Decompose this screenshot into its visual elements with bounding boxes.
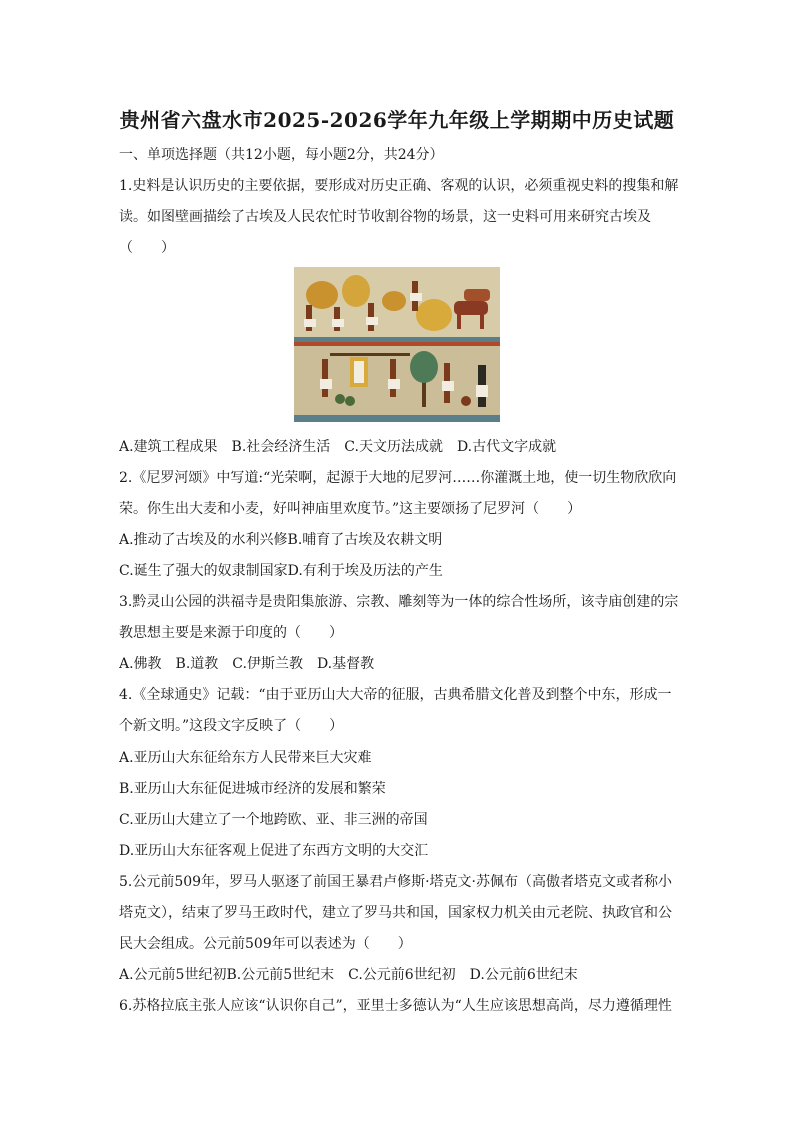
question-2-line-1: 2.《尼罗河颂》中写道:“光荣啊，起源于大地的尼罗河……你灌溉土地，使一切生物欣欣向 [119,470,677,486]
question-4-line-1: 4.《全球通史》记载：“由于亚历山大大帝的征服，古典希腊文化普及到整个中东，形成一 [119,687,672,703]
question-4-line-2: 个新文明。”这段文字反映了（ ） [119,718,344,734]
question-4-option-a: A.亚历山大东征给东方人民带来巨大灾难 [119,750,372,766]
question-5-options: A.公元前5世纪初B.公元前5世纪末 C.公元前6世纪初 D.公元前6世纪末 [119,967,578,983]
question-5-line-2: 塔克文），结束了罗马王政时代，建立了罗马共和国，国家权力机关由元老院、执政官和公 [119,905,672,921]
question-6-line-1: 6.苏格拉底主张人应该“认识你自己”，亚里士多德认为“人生应该思想高尚，尽力遵循理性 [119,998,672,1014]
question-1-options: A.建筑工程成果 B.社会经济生活 C.天文历法成就 D.古代文字成就 [119,439,557,455]
question-4-option-d: D.亚历山大东征客观上促进了东西方文明的大交汇 [119,843,429,859]
section-heading: 一、单项选择题（共12小题，每小题2分，共24分） [119,147,444,163]
question-3-options: A.佛教 B.道教 C.伊斯兰教 D.基督教 [119,656,375,672]
question-5-line-3: 民大会组成。公元前509年可以表述为（ ） [119,936,412,952]
question-3-line-2: 教思想主要是来源于印度的（ ） [119,625,343,641]
question-4-option-b: B.亚历山大东征促进城市经济的发展和繁荣 [119,781,386,797]
mural-illustration [294,267,500,422]
question-1-line-3: （ ） [119,240,175,256]
question-4-option-c: C.亚历山大建立了一个地跨欧、亚、非三洲的帝国 [119,812,428,828]
question-1-line-1: 1.史料是认识历史的主要依据，要形成对历史正确、客观的认识，必须重视史料的搜集和解 [119,178,679,194]
question-2-option-cd: C.诞生了强大的奴隶制国家D.有利于埃及历法的产生 [119,563,443,579]
egyptian-harvest-mural-image [294,267,500,422]
exam-title: 贵州省六盘水市2025-2026学年九年级上学期期中历史试题 [119,108,675,132]
question-2-option-ab: A.推动了古埃及的水利兴修B.哺育了古埃及农耕文明 [119,532,443,548]
question-5-line-1: 5.公元前509年，罗马人驱逐了前国王暴君卢修斯·塔克文·苏佩布（高傲者塔克文或者称小 [119,874,672,890]
question-3-line-1: 3.黔灵山公园的洪福寺是贵阳集旅游、宗教、雕刻等为一体的综合性场所，该寺庙创建的宗 [119,594,679,610]
question-2-line-2: 荣。你生出大麦和小麦，好叫神庙里欢度节。”这主要颂扬了尼罗河（ ） [119,501,582,517]
question-1-line-2: 读。如图壁画描绘了古埃及人民农忙时节收割谷物的场景，这一史料可用来研究古埃及 [119,209,651,225]
